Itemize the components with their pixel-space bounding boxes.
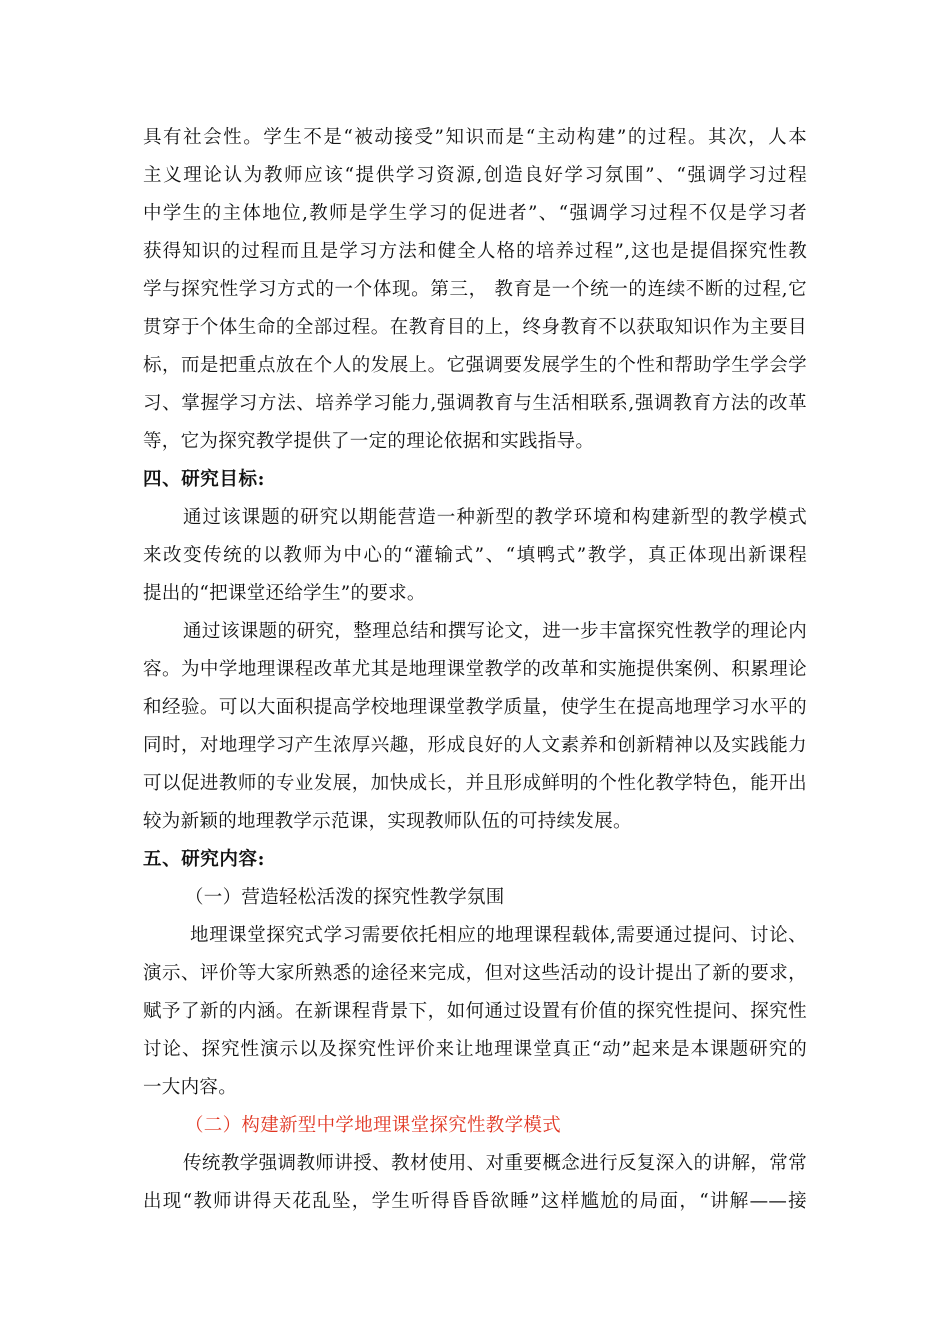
text-line: 同时，对地理学习产生浓厚兴趣，形成良好的人文素养和创新精神以及实践能力 — [143, 735, 807, 756]
text-line: 学与探究性学习方式的一个体现。第三， 教育是一个统一的连续不断的过程,它 — [143, 279, 807, 300]
text-line: 中学生的主体地位,教师是学生学习的促进者”、“强调学习过程不仅是学习者 — [143, 203, 807, 224]
section-heading-research-goals: 四、研究目标: — [143, 469, 266, 490]
subsection-title: （一）营造轻松活泼的探究性教学氛围 — [185, 887, 505, 908]
text-line: 演示、评价等大家所熟悉的途径来完成，但对这些活动的设计提出了新的要求， — [143, 963, 807, 984]
text-line: 具有社会性。学生不是“被动接受”知识而是“主动构建”的过程。其次，人本 — [143, 127, 807, 148]
text-line: 容。为中学地理课程改革尤其是地理课堂教学的改革和实施提供案例、积累理论 — [143, 659, 807, 680]
text-line: 获得知识的过程而且是学习方法和健全人格的培养过程”,这也是提倡探究性教 — [143, 241, 807, 262]
text-line: 地理课堂探究式学习需要依托相应的地理课程载体,需要通过提问、讨论、 — [190, 925, 807, 946]
text-line: 可以促进教师的专业发展，加快成长，并且形成鲜明的个性化教学特色，能开出 — [143, 773, 807, 794]
text-line: 主义理论认为教师应该“提供学习资源,创造良好学习氛围”、“强调学习过程 — [143, 165, 807, 186]
text-line: 较为新颖的地理教学示范课，实现教师队伍的可持续发展。 — [143, 811, 632, 832]
text-line: 标，而是把重点放在个人的发展上。它强调要发展学生的个性和帮助学生学会学 — [143, 355, 807, 376]
text-line: 等，它为探究教学提供了一定的理论依据和实践指导。 — [143, 431, 595, 452]
text-line: 讨论、探究性演示以及探究性评价来让地理课堂真正“动”起来是本课题研究的 — [143, 1039, 807, 1060]
text-line: 一大内容。 — [143, 1077, 238, 1098]
subsection-title-highlighted: （二）构建新型中学地理课堂探究性教学模式 — [185, 1115, 562, 1136]
text-line: 提出的“把课堂还给学生”的要求。 — [143, 583, 426, 604]
text-line: 通过该课题的研究，整理总结和撰写论文，进一步丰富探究性教学的理论内 — [183, 621, 807, 642]
text-line: 赋予了新的内涵。在新课程背景下，如何通过设置有价值的探究性提问、探究性 — [143, 1001, 807, 1022]
text-line: 和经验。可以大面积提高学校地理课堂教学质量，使学生在提高地理学习水平的 — [143, 697, 807, 718]
text-line: 传统教学强调教师讲授、教材使用、对重要概念进行反复深入的讲解，常常 — [183, 1153, 807, 1174]
text-line: 来改变传统的以教师为中心的“灌输式”、“填鸭式”教学，真正体现出新课程 — [143, 545, 807, 566]
text-line: 出现“教师讲得天花乱坠，学生听得昏昏欲睡”这样尴尬的局面，“讲解——接 — [143, 1191, 807, 1212]
section-heading-research-content: 五、研究内容: — [143, 849, 266, 870]
text-line: 习、掌握学习方法、培养学习能力,强调教育与生活相联系,强调教育方法的改革 — [143, 393, 807, 414]
text-line: 贯穿于个体生命的全部过程。在教育目的上，终身教育不以获取知识作为主要目 — [143, 317, 807, 338]
text-line: 通过该课题的研究以期能营造一种新型的教学环境和构建新型的教学模式 — [183, 507, 807, 528]
